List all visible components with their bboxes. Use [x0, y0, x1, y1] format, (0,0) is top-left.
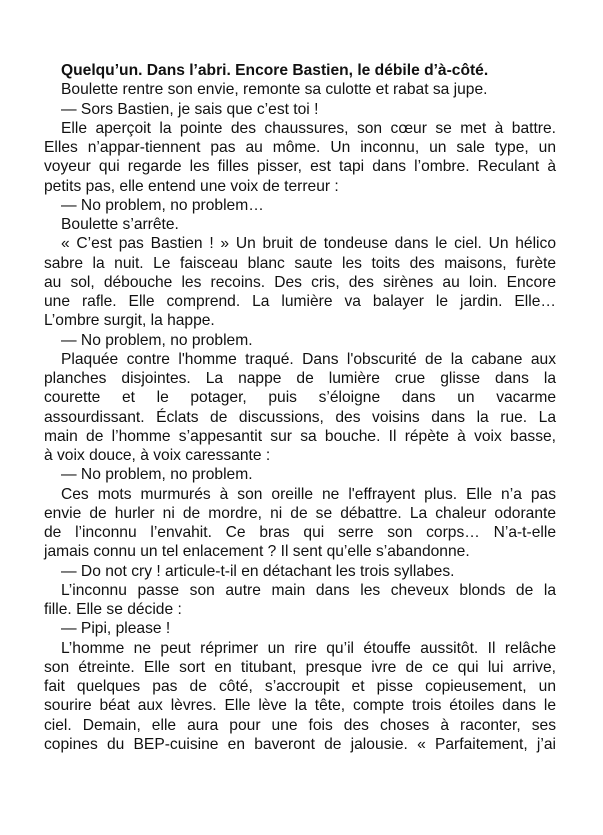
text-line: courette et le potager, puis s’éloigne dans un vacarme: [44, 389, 556, 407]
text-line: copines du BEP-cuisine en baveront de jalousie. « Parfaitement, j’ai: [44, 735, 556, 753]
text-line: — No problem, no problem.: [61, 331, 253, 349]
text-line: ciel. Demain, elle aura pour une fois des choses à raconter, ses: [44, 716, 556, 734]
text-line: à voix douce, à voix caressante :: [44, 447, 271, 464]
document-page: [44, 61, 556, 754]
text-line: jamais connu un tel enlacement ? Il sent qu’elle s’abandonne.: [44, 543, 470, 561]
text-line: main de l’homme s’appesantit sur sa bouche. Il répète à voix basse,: [44, 427, 556, 445]
text-line: fait quelques pas de côté, s’accroupit et pisse copieusement, un: [44, 678, 556, 695]
text-line: assourdissant. Éclats de discussions, des voisins dans la rue. La: [44, 408, 556, 426]
text-line: Plaquée contre l'homme traqué. Dans l'obscurité de la cabane aux: [61, 350, 556, 368]
text-line: voyeur qui regarde les filles pisser, est tapi dans l’ombre. Reculant à: [44, 158, 556, 176]
text-line: fille. Elle se décide :: [44, 601, 182, 618]
text-line: son étreinte. Elle sort en titubant, presque ivre de ce qui lui arrive,: [44, 658, 556, 676]
text-line: Elles n’appar-tiennent pas au môme. Un inconnu, un sale type, un: [44, 139, 556, 156]
text-line: — No problem, no problem…: [61, 196, 264, 214]
text-line: Boulette rentre son envie, remonte sa culotte et rabat sa jupe.: [61, 81, 488, 99]
text-line: L’ombre surgit, la happe.: [44, 312, 215, 330]
text-line: Ces mots murmurés à son oreille ne l'effrayent plus. Elle n’a pas: [61, 485, 556, 503]
text-line: — Sors Bastien, je sais que c’est toi !: [61, 100, 319, 118]
heading-line: Quelqu’un. Dans l’abri. Encore Bastien, le débile d’à-côté.: [61, 62, 489, 79]
text-line: au sol, débouche les recoins. Des cris, des sirènes au loin. Encore: [44, 273, 556, 291]
text-line: — No problem, no problem.: [61, 466, 253, 484]
text-line: — Do not cry ! articule-t-il en détachant les trois syllabes.: [61, 562, 455, 580]
text-line: planches disjointes. La nappe de lumière crue glisse dans la: [44, 370, 556, 387]
text-line: envie de hurler ni de mordre, ni de se débattre. La chaleur odorante: [44, 504, 556, 522]
text-line: L’homme ne peut réprimer un rire qu’il étouffe aussitôt. Il relâche: [61, 639, 556, 657]
text-line: Elle aperçoit la pointe des chaussures, son cœur se met à battre.: [61, 119, 556, 137]
text-line: L’inconnu passe son autre main dans les cheveux blonds de la: [61, 581, 556, 599]
text-line: — Pipi, please !: [61, 620, 171, 638]
text-line: une rafle. Elle comprend. La lumière va balayer le jardin. Elle…: [44, 293, 556, 310]
text-line: sourire béat aux lèvres. Elle lève la tête, compte trois étoiles dans le: [44, 697, 556, 715]
text-line: de l’inconnu l’envahit. Ce bras qui serre son corps… N’a-t-elle: [44, 524, 556, 541]
text-line: sabre la nuit. Le faisceau blanc saute les toits des maisons, furète: [44, 254, 556, 272]
text-line: petits pas, elle entend une voix de terreur :: [44, 177, 339, 195]
text-line: Boulette s’arrête.: [61, 216, 179, 233]
text-line: « C’est pas Bastien ! » Un bruit de tondeuse dans le ciel. Un hélico: [61, 235, 556, 253]
